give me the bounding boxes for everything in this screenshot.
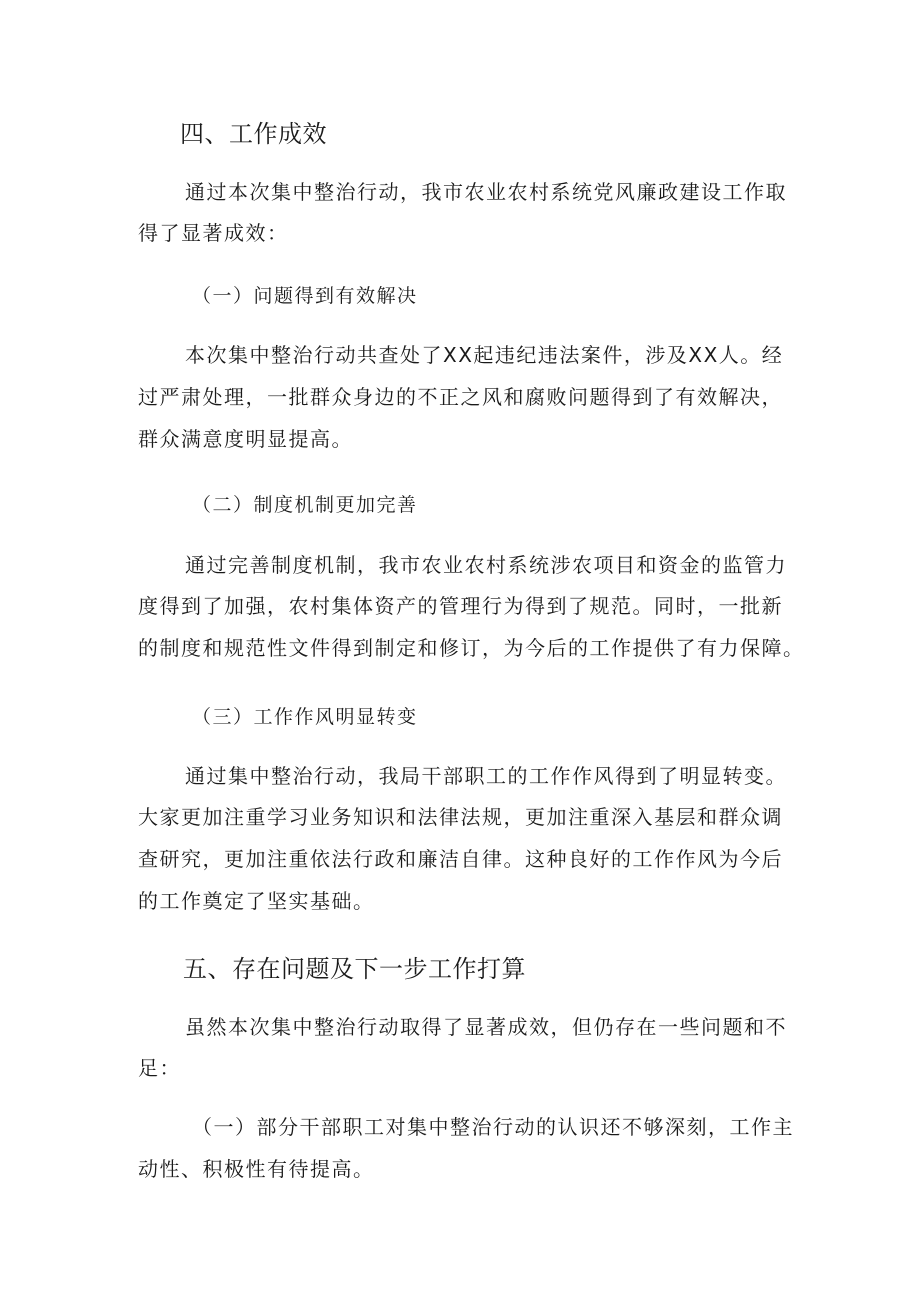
paragraph-line: 群众满意度明显提高。 [138,427,353,451]
paragraph-line: 通过本次集中整治行动，我市农业农村系统党风廉政建设工作取 [185,180,787,204]
subsection-title: （二）制度机制更加完善 [192,494,418,516]
paragraph-line: 虽然本次集中整治行动取得了显著成效，但仍存在一些问题和不 [185,1015,787,1039]
paragraph-line: 动性、积极性有待提高。 [138,1157,375,1181]
paragraph-line: （一）部分干部职工对集中整治行动的认识还不够深刻，工作主 [192,1115,794,1139]
paragraph-line: 通过完善制度机制，我市农业农村系统涉农项目和资金的监管力 [185,553,787,577]
paragraph-line: 得了显著成效： [138,221,289,245]
paragraph-line: 大家更加注重学习业务知识和法律法规，更加注重深入基层和群众调 [138,805,783,829]
paragraph-line: 的工作奠定了坚实基础。 [138,889,375,913]
paragraph-line: 的制度和规范性文件得到制定和修订，为今后的工作提供了有力保障。 [138,636,805,660]
paragraph-line: 查研究，更加注重依法行政和廉洁自律。这种良好的工作作风为今后 [138,847,783,871]
subsection-title: （一）问题得到有效解决 [192,285,418,307]
paragraph-line: 足： [138,1056,181,1080]
section-heading: 四、工作成效 [180,120,327,148]
paragraph-line: 度得到了加强，农村集体资产的管理行为得到了规范。同时，一批新 [138,594,783,618]
paragraph-line: 本次集中整治行动共查处了XX起违纪违法案件，涉及XX人。经 [185,343,784,367]
section-heading: 五、存在问题及下一步工作打算 [183,955,526,983]
paragraph-line: 过严肃处理，一批群众身边的不正之风和腐败问题得到了有效解决， [138,385,783,409]
subsection-title: （三）工作作风明显转变 [192,706,418,728]
paragraph-line: 通过集中整治行动，我局干部职工的工作作风得到了明显转变。 [185,764,787,788]
